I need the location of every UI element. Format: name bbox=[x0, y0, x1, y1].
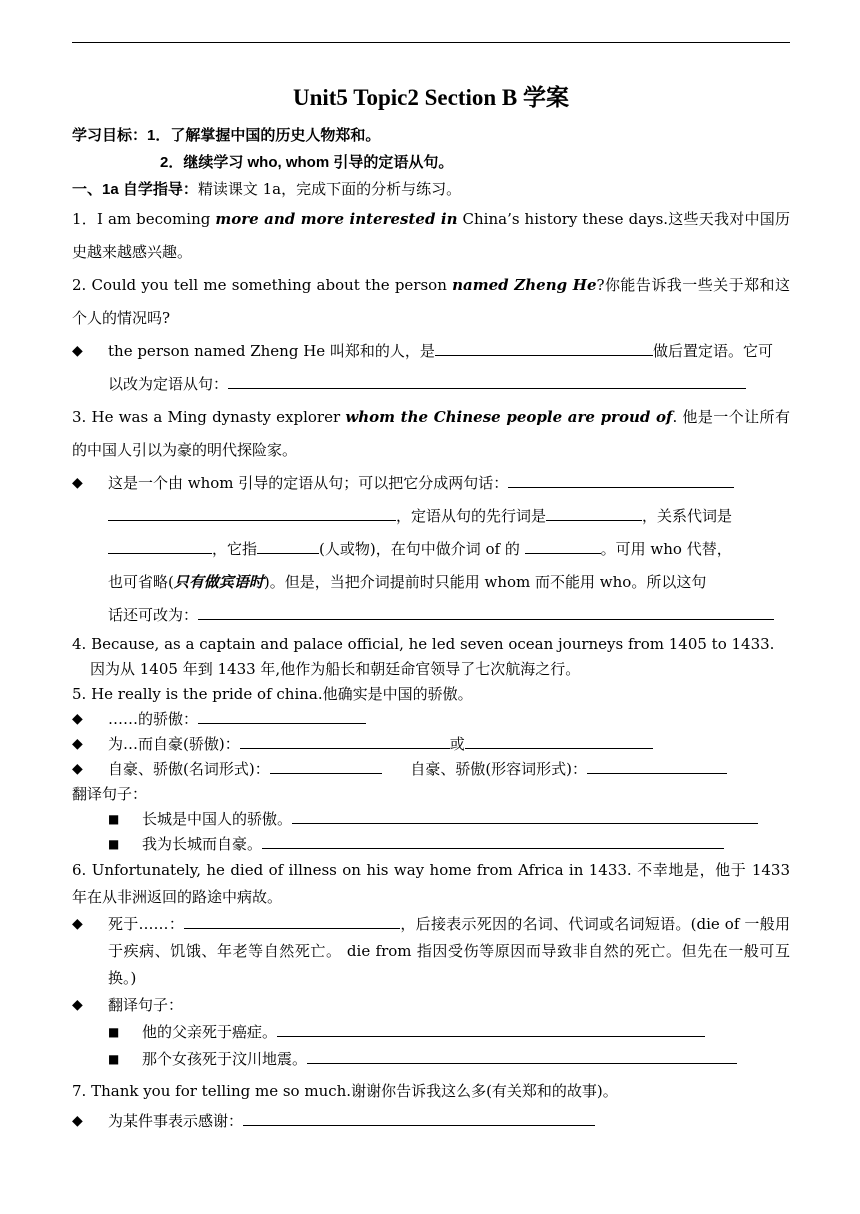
answer-blank[interactable] bbox=[465, 747, 653, 749]
answer-blank[interactable] bbox=[546, 519, 642, 521]
item-1: 1．I am becoming more and more interested in China’s history these days.这些天我对中国历史越来越感兴趣。 bbox=[72, 210, 790, 261]
item-2: 2. Could you tell me something about the person named Zheng He?你能告诉我一些关于郑和这个人的情况吗? bbox=[72, 276, 790, 327]
answer-blank[interactable] bbox=[508, 486, 734, 488]
page-title: Unit5 Topic2 Section B 学案 bbox=[292, 85, 570, 110]
answer-blank[interactable] bbox=[108, 552, 212, 554]
bullet-die-of: ◆ 死于……： ，后接表示死因的名词、代词或名词短语。(die of 一般用于疾病、饥饿、年老等自然死亡。 die from 指因受伤等原因而导致非自然的死亡。但先在一般可互换。) bbox=[72, 911, 790, 992]
item-7: 7. Thank you for telling me so much.谢谢你告诉我这么多(有关郑和的故事)。 bbox=[72, 1082, 618, 1100]
answer-blank[interactable] bbox=[198, 722, 366, 724]
bullet-participle: ◆ the person named Zheng He 叫郑和的人，是 做后置定语。它可 以改为定语从句： bbox=[72, 335, 790, 401]
header-rule bbox=[72, 42, 790, 43]
answer-blank[interactable] bbox=[257, 552, 319, 554]
worksheet-page bbox=[72, 76, 790, 1135]
item-2-phrase: named Zheng He bbox=[452, 276, 597, 294]
section-1-text: 精读课文 1a，完成下面的分析与练习。 bbox=[197, 180, 462, 198]
answer-blank[interactable] bbox=[243, 1124, 595, 1126]
item-5: 5. He really is the pride of china.他确实是中国的骄傲。 ◆ ……的骄傲： ◆ 为…而自豪(骄傲)： 或 ◆ 自豪、骄傲(名词形式)： 自豪、骄傲(形容词形式)： 翻译句子： ■ 长城是中国人的骄傲。 ■ 我为长城而自豪。 bbox=[72, 682, 790, 857]
bullet-proud-of: ◆ 为…而自豪(骄傲)： 或 bbox=[72, 732, 790, 757]
item-3-phrase: whom the Chinese people are proud of bbox=[345, 408, 673, 426]
item-6-translate: ◆ 翻译句子： ■ 他的父亲死于癌症。 ■ 那个女孩死于汶川地震。 bbox=[72, 992, 790, 1073]
bullet-pride-of: ◆ ……的骄傲： bbox=[72, 707, 790, 732]
answer-blank[interactable] bbox=[228, 387, 746, 389]
translate-sentence-1: ■ 长城是中国人的骄傲。 bbox=[72, 807, 790, 832]
answer-blank[interactable] bbox=[307, 1062, 737, 1064]
answer-blank[interactable] bbox=[270, 772, 382, 774]
translate-sentence-4: ■ 那个女孩死于汶川地震。 bbox=[72, 1046, 790, 1073]
answer-blank[interactable] bbox=[277, 1035, 705, 1037]
answer-blank[interactable] bbox=[198, 618, 774, 620]
item-6: 6. Unfortunately, he died of illness on his way home from Africa in 1433. 不幸地是，他于 1433 年在从非洲返回的路途中病故。 bbox=[72, 861, 790, 906]
translate-sentence-2: ■ 我为长城而自豪。 bbox=[72, 832, 790, 857]
answer-blank[interactable] bbox=[292, 822, 758, 824]
bullet-thank-for: ◆ 为某件事表示感谢： bbox=[72, 1108, 790, 1135]
goal-line-2 bbox=[72, 149, 790, 176]
emphasis-note: 只有做宾语时 bbox=[173, 573, 264, 591]
item-1-phrase: more and more interested in bbox=[215, 210, 458, 228]
goals-label: 学习目标： bbox=[72, 127, 148, 144]
section-1-head: 一、1a 自学指导： bbox=[72, 181, 198, 198]
answer-blank[interactable] bbox=[108, 519, 396, 521]
section-1-heading bbox=[72, 176, 790, 203]
item-4: 4. Because, as a captain and palace official, he led seven ocean journeys from 1405 to 1433. 因为从 1405 年到 1433 年,他作为船长和朝廷命官领导了七次航海之行。 bbox=[72, 635, 775, 678]
answer-blank[interactable] bbox=[435, 354, 653, 356]
answer-blank[interactable] bbox=[525, 552, 601, 554]
goal-2: 2．继续学习 who, whom 引导的定语从句。 bbox=[160, 154, 454, 171]
goal-1: 1．了解掌握中国的历史人物郑和。 bbox=[147, 127, 381, 144]
goal-line-1 bbox=[72, 122, 790, 149]
answer-blank[interactable] bbox=[184, 927, 400, 929]
answer-blank[interactable] bbox=[240, 747, 450, 749]
bullet-whom-clause: ◆ 这是一个由 whom 引导的定语从句；可以把它分成两句话： ，定语从句的先行词是 ，关系代词是 ，它指 (人或物)，在句中做介词 of 的 。可用 who 代替， 也可省略(只有做宾语时)。但是，当把介词提前时只能用 whom 而不能用 who。所以这句 话还可改为： bbox=[72, 467, 790, 632]
bullet-pride-forms: ◆ 自豪、骄傲(名词形式)： 自豪、骄傲(形容词形式)： bbox=[72, 757, 790, 782]
answer-blank[interactable] bbox=[262, 847, 724, 849]
item-3: 3. He was a Ming dynasty explorer whom the Chinese people are proud of. 他是一个让所有的中国人引以为豪的明代探险家。 bbox=[72, 408, 790, 459]
translate-sentence-3: ■ 他的父亲死于癌症。 bbox=[72, 1019, 790, 1046]
answer-blank[interactable] bbox=[587, 772, 727, 774]
